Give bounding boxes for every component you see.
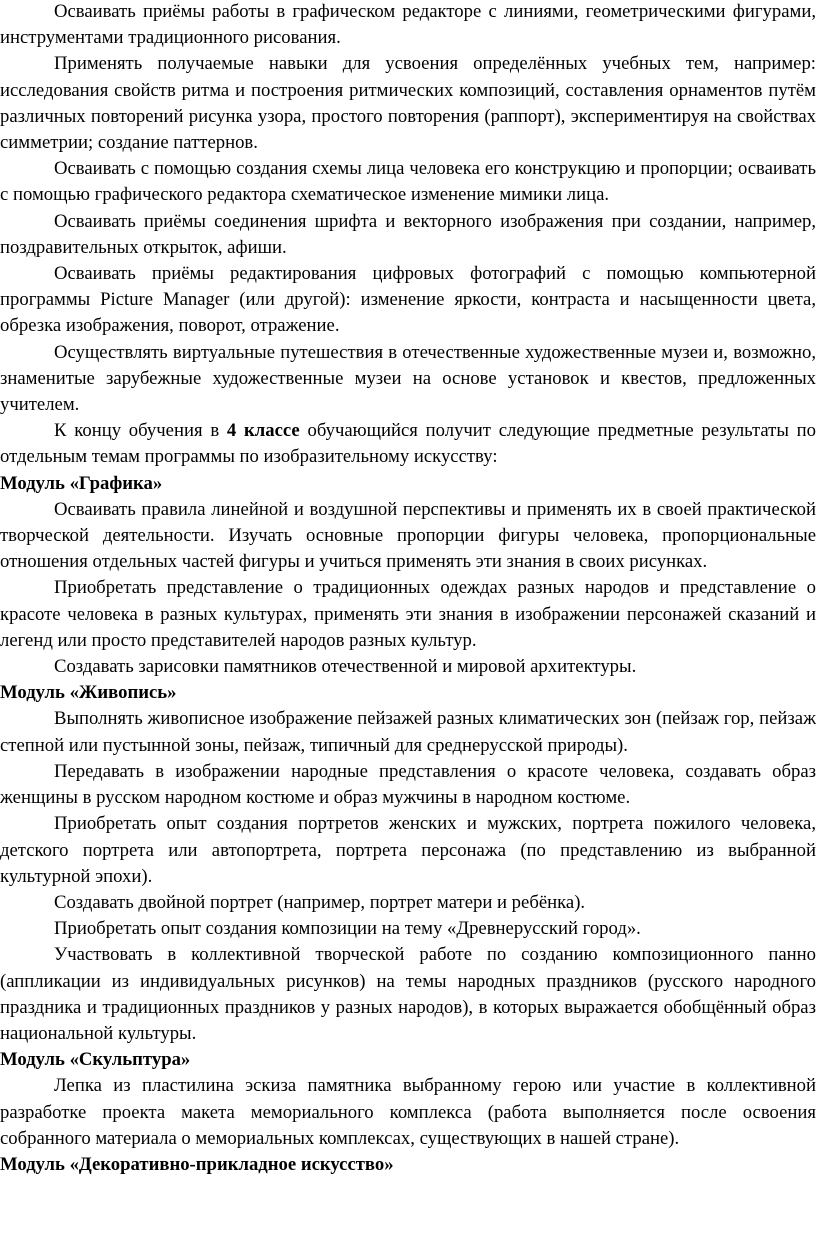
heading-module-sculpture: Модуль «Скульптура» — [0, 1049, 191, 1071]
grade4-intro-after: обучающийся получит следующие предметные результаты по отдельным темам программы по изобразительному искусству: — [0, 420, 816, 468]
paragraph-portraits: Приобретать опыт создания портретов женских и мужских, портрета пожилого человека, детского портрета или автопортрета, портрета персонажа (по представлению из выбранной культурной эпохи). — [0, 813, 816, 887]
paragraph-traditional-clothing: Приобретать представление о традиционных одеждах разных народов и представление о красоте человека в разных культурах, применять эти знания в изображении персонажей сказаний и легенд или просто представителей народов разных культур. — [0, 577, 816, 651]
heading-module-decorative-arts: Модуль «Декоративно-прикладное искусство» — [0, 1153, 394, 1175]
paragraph-perspective: Осваивать правила линейной и воздушной перспективы и применять их в своей практической творческой деятельности. Изучать основные пропорции фигуры человека, пропорциональные отношения отдельных частей фигуры и учиться применять эти знания в своих рисунках. — [0, 498, 816, 573]
paragraph-national-costume: Передавать в изображении народные представления о красоте человека, создавать образ женщины в русском народном костюме и образ мужчины в народном костюме. — [0, 760, 816, 809]
paragraph-rhythm-ornaments: Применять получаемые навыки для усвоения определённых учебных тем, например: исследования свойств ритма и построения ритмических композиций, составления орнаментов путём различных повторений рисунка узора, простого повторения (раппорт), экспериментируя на свойствах симметрии; создание паттернов. — [0, 53, 816, 154]
paragraph-collective-panel: Участвовать в коллективной творческой работе по созданию композиционного панно (аппликации из индивидуальных рисунков) на темы народных праздников (русского народного праздника и традиционных праздников у разных народов), в которых выражается обобщённый образ национальной культуры. — [0, 944, 816, 1044]
heading-module-graphics: Модуль «Графика» — [0, 472, 163, 494]
paragraph-photo-editing: Осваивать приёмы редактирования цифровых фотографий с помощью компьютерной программы Picture Manager (или другой): изменение яркости, контраста и насыщенности цвета, обрезка изображения, поворот, отражение. — [0, 263, 816, 337]
paragraph-face-scheme: Осваивать с помощью создания схемы лица человека его конструкцию и пропорции; осваивать с помощью графического редактора схематическое изменение мимики лица. — [0, 158, 816, 206]
paragraph-double-portrait: Создавать двойной портрет (например, портрет матери и ребёнка). — [54, 891, 586, 913]
paragraph-architecture-sketches: Создавать зарисовки памятников отечественной и мировой архитектуры. — [54, 656, 637, 678]
paragraph-graphic-editor-techniques: Осваивать приёмы работы в графическом редакторе с линиями, геометрическими фигурами, инструментами традиционного рисования. — [0, 1, 816, 49]
paragraph-font-vector: Осваивать приёмы соединения шрифта и векторного изображения при создании, например, поздравительных открыток, афиши. — [0, 210, 816, 258]
grade4-intro-bold: 4 классе — [226, 420, 300, 442]
grade4-intro-before: К концу обучения в — [54, 420, 227, 442]
paragraph-landscapes: Выполнять живописное изображение пейзажей разных климатических зон (пейзаж гор, пейзаж степной или пустынной зоны, пейзаж, типичный для среднерусской природы). — [0, 708, 816, 756]
paragraph-old-russian-city: Приобретать опыт создания композиции на тему «Древнерусский город». — [54, 918, 641, 940]
heading-module-painting: Модуль «Живопись» — [0, 682, 177, 704]
paragraph-plasticine-monument: Лепка из пластилина эскиза памятника выбранному герою или участие в коллективной разработке проекта макета мемориального комплекса (работа выполняется после освоения собранного материала о мемориальных комплексах, существующих в нашей стране). — [0, 1075, 816, 1149]
paragraph-virtual-museums: Осуществлять виртуальные путешествия в отечественные художественные музеи и, возможно, знаменитые зарубежные художественные музеи на основе установок и квестов, предложенных учителем. — [0, 341, 816, 416]
paragraph-grade4-intro — [0, 418, 816, 470]
